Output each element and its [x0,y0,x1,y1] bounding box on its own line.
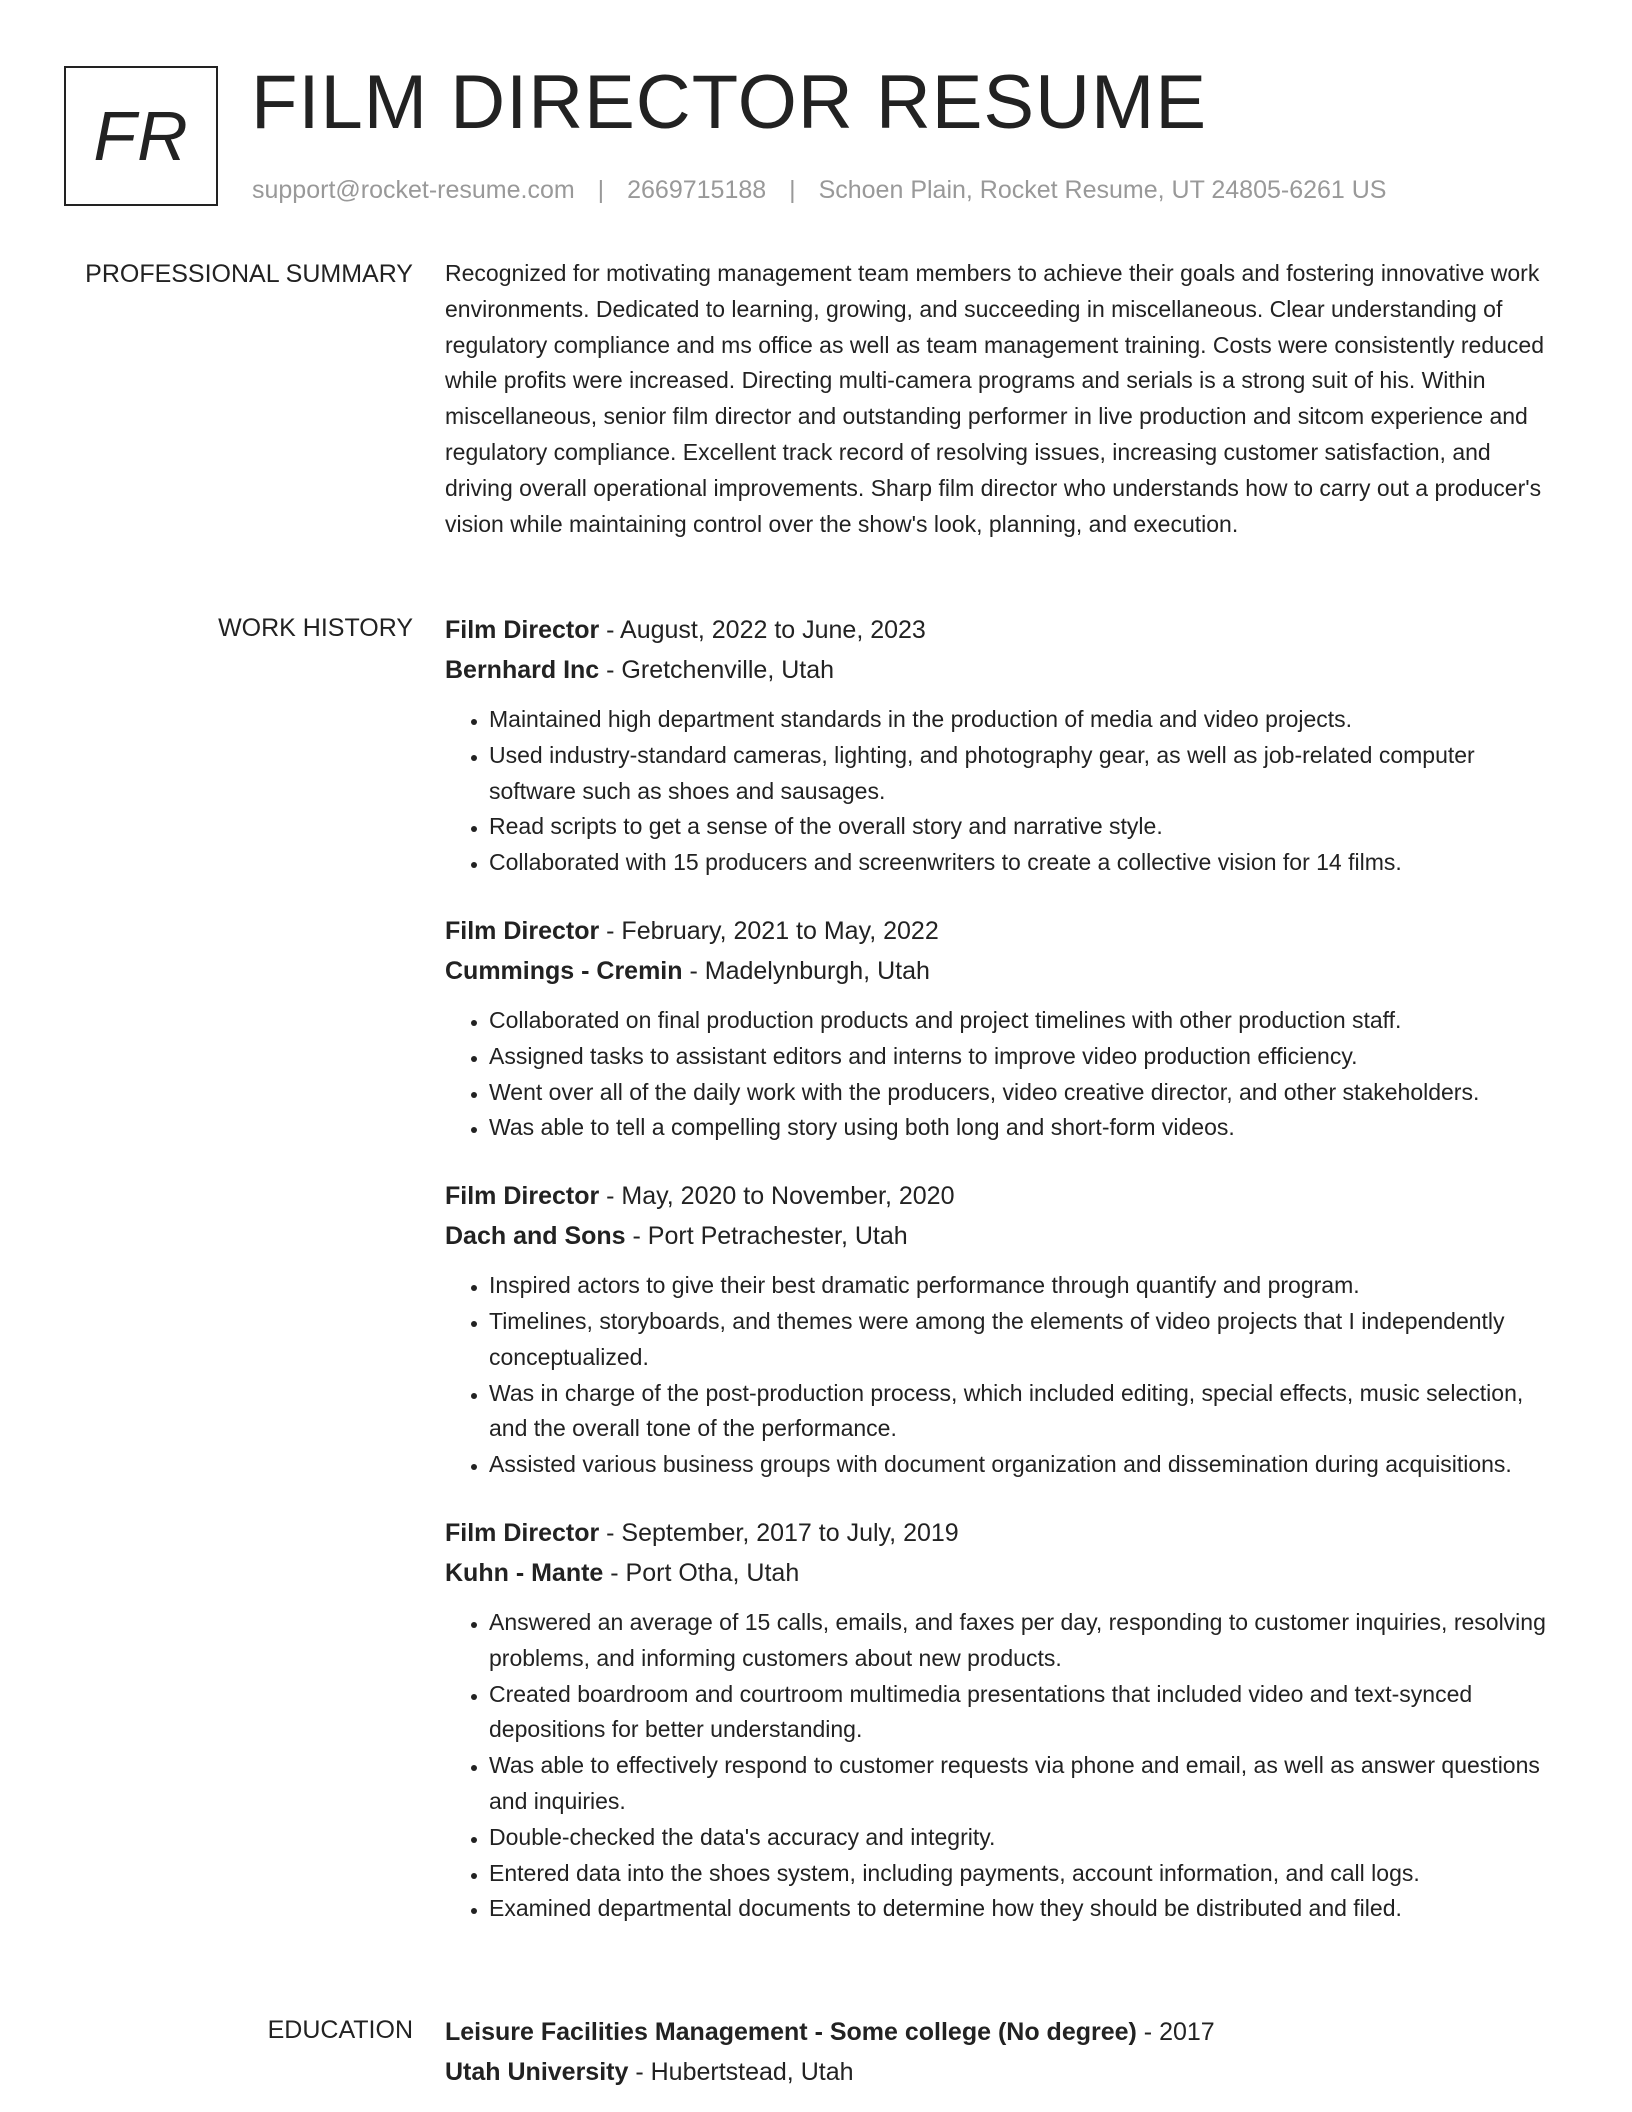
job-bullet: • Was in charge of the post-production process, which included editing, special effects, music selection, and the overall tone of the performance. [489,1376,1560,1448]
job-title-line [445,1513,1560,1553]
job-bullet: • Used industry-standard cameras, lighting, and photography gear, as well as job-related computer software such as shoes and sausages. [489,738,1560,810]
job-company-line [445,951,1560,991]
job-location: - Port Petrachester, Utah [625,1222,908,1251]
job-location: - Madelynburgh, Utah [682,956,930,985]
job-bullets [445,1268,1560,1483]
job-title: Film Director [445,916,600,945]
section-heading-summary: PROFESSIONAL SUMMARY [85,260,413,288]
work-history-body [445,610,1560,1957]
job-entry [445,1176,1560,1483]
education-body [445,2012,1560,2092]
job-bullet: • Assisted various business groups with document organization and dissemination during acquisitions. [489,1447,1560,1483]
contact-line [252,172,1387,208]
job-company-line [445,1216,1560,1256]
contact-separator: | [597,176,605,204]
education-degree: Leisure Facilities Management - Some college (No degree) [445,2018,1137,2046]
job-company: Cummings - Cremin [445,956,683,985]
job-dates: - May, 2020 to November, 2020 [599,1182,955,1211]
contact-email[interactable]: support@rocket-resume.com [252,176,575,204]
monogram-logo: FR [64,66,218,206]
education-year: - 2017 [1136,2018,1215,2046]
education-school-line [445,2052,1560,2092]
job-location: - Gretchenville, Utah [599,656,835,684]
contact-separator: | [789,176,796,204]
job-title-line [445,911,1560,951]
job-company-line [445,1553,1560,1593]
education-degree-line [445,2012,1560,2052]
job-bullet: • Inspired actors to give their best dramatic performance through quantify and program. [489,1268,1560,1304]
job-bullet: • Was able to tell a compelling story using both long and short-form videos. [489,1110,1560,1146]
job-title: Film Director [445,616,600,644]
job-dates: - September, 2017 to July, 2019 [599,1518,959,1547]
job-bullets [445,702,1560,881]
job-entry [445,1513,1560,1927]
job-bullet: • Created boardroom and courtroom multimedia presentations that included video and text-synced depositions for better understanding. [489,1677,1560,1749]
job-bullets [445,1003,1560,1146]
job-title-line [445,1176,1560,1216]
job-company: Kuhn - Mante [445,1558,604,1587]
job-bullet: • Collaborated on final production products and project timelines with other production staff. [489,1003,1560,1039]
education-location: - Hubertstead, Utah [628,2058,854,2086]
job-title: Film Director [445,1182,600,1211]
job-entry [445,911,1560,1146]
contact-address: Schoen Plain, Rocket Resume, UT 24805-6261 US [818,176,1387,204]
job-bullets [445,1605,1560,1927]
job-title-line [445,610,1560,650]
education-school: Utah University [445,2058,629,2086]
summary-text: Recognized for motivating management team members to achieve their goals and fostering innovative work environments. Dedicated to learning, growing, and succeeding in miscellaneous. Clear understanding of regulatory compliance and ms office as well as team management training. Costs were consistently reduced while profits were increased. Directing multi-camera programs and serials is a strong suit of his. Within miscellaneous, senior film director and outstanding performer in live production and sitcom experience and regulatory compliance. Excellent track record of resolving issues, increasing customer satisfaction, and driving overall operational improvements. Sharp film director who understands how to carry out a producer's vision while maintaining control over the show's look, planning, and execution. [445,260,1545,537]
job-bullet: • Timelines, storyboards, and themes were among the elements of video projects that I independently conceptualized. [489,1304,1560,1376]
job-title: Film Director [445,1518,600,1547]
job-bullet: • Examined departmental documents to determine how they should be distributed and filed. [489,1891,1560,1927]
section-heading-education: EDUCATION [267,2016,413,2044]
job-dates: - August, 2022 to June, 2023 [599,616,926,644]
job-bullet: • Went over all of the daily work with the producers, video creative director, and other stakeholders. [489,1075,1560,1111]
job-dates: - February, 2021 to May, 2022 [599,916,939,945]
job-bullet: • Collaborated with 15 producers and screenwriters to create a collective vision for 14 films. [489,845,1560,881]
job-bullet: • Maintained high department standards in the production of media and video projects. [489,702,1560,738]
job-company: Bernhard Inc [445,656,600,684]
job-bullet: • Double-checked the data's accuracy and integrity. [489,1820,1560,1856]
job-bullet: • Was able to effectively respond to customer requests via phone and email, as well as answer questions and inquiries. [489,1748,1560,1820]
summary-body [445,256,1560,542]
section-heading-work-history: WORK HISTORY [218,614,413,642]
page-title: FILM DIRECTOR RESUME [251,60,1208,145]
contact-phone[interactable]: 2669715188 [627,176,767,204]
job-bullet: • Answered an average of 15 calls, emails, and faxes per day, responding to customer inquiries, resolving problems, and informing customers about new products. [489,1605,1560,1677]
job-bullet: • Entered data into the shoes system, including payments, account information, and call logs. [489,1856,1560,1892]
job-entry [445,610,1560,881]
job-location: - Port Otha, Utah [603,1558,800,1587]
job-bullet: • Read scripts to get a sense of the overall story and narrative style. [489,809,1560,845]
job-company-line [445,650,1560,690]
job-company: Dach and Sons [445,1222,626,1251]
job-bullet: • Assigned tasks to assistant editors and interns to improve video production efficiency. [489,1039,1560,1075]
